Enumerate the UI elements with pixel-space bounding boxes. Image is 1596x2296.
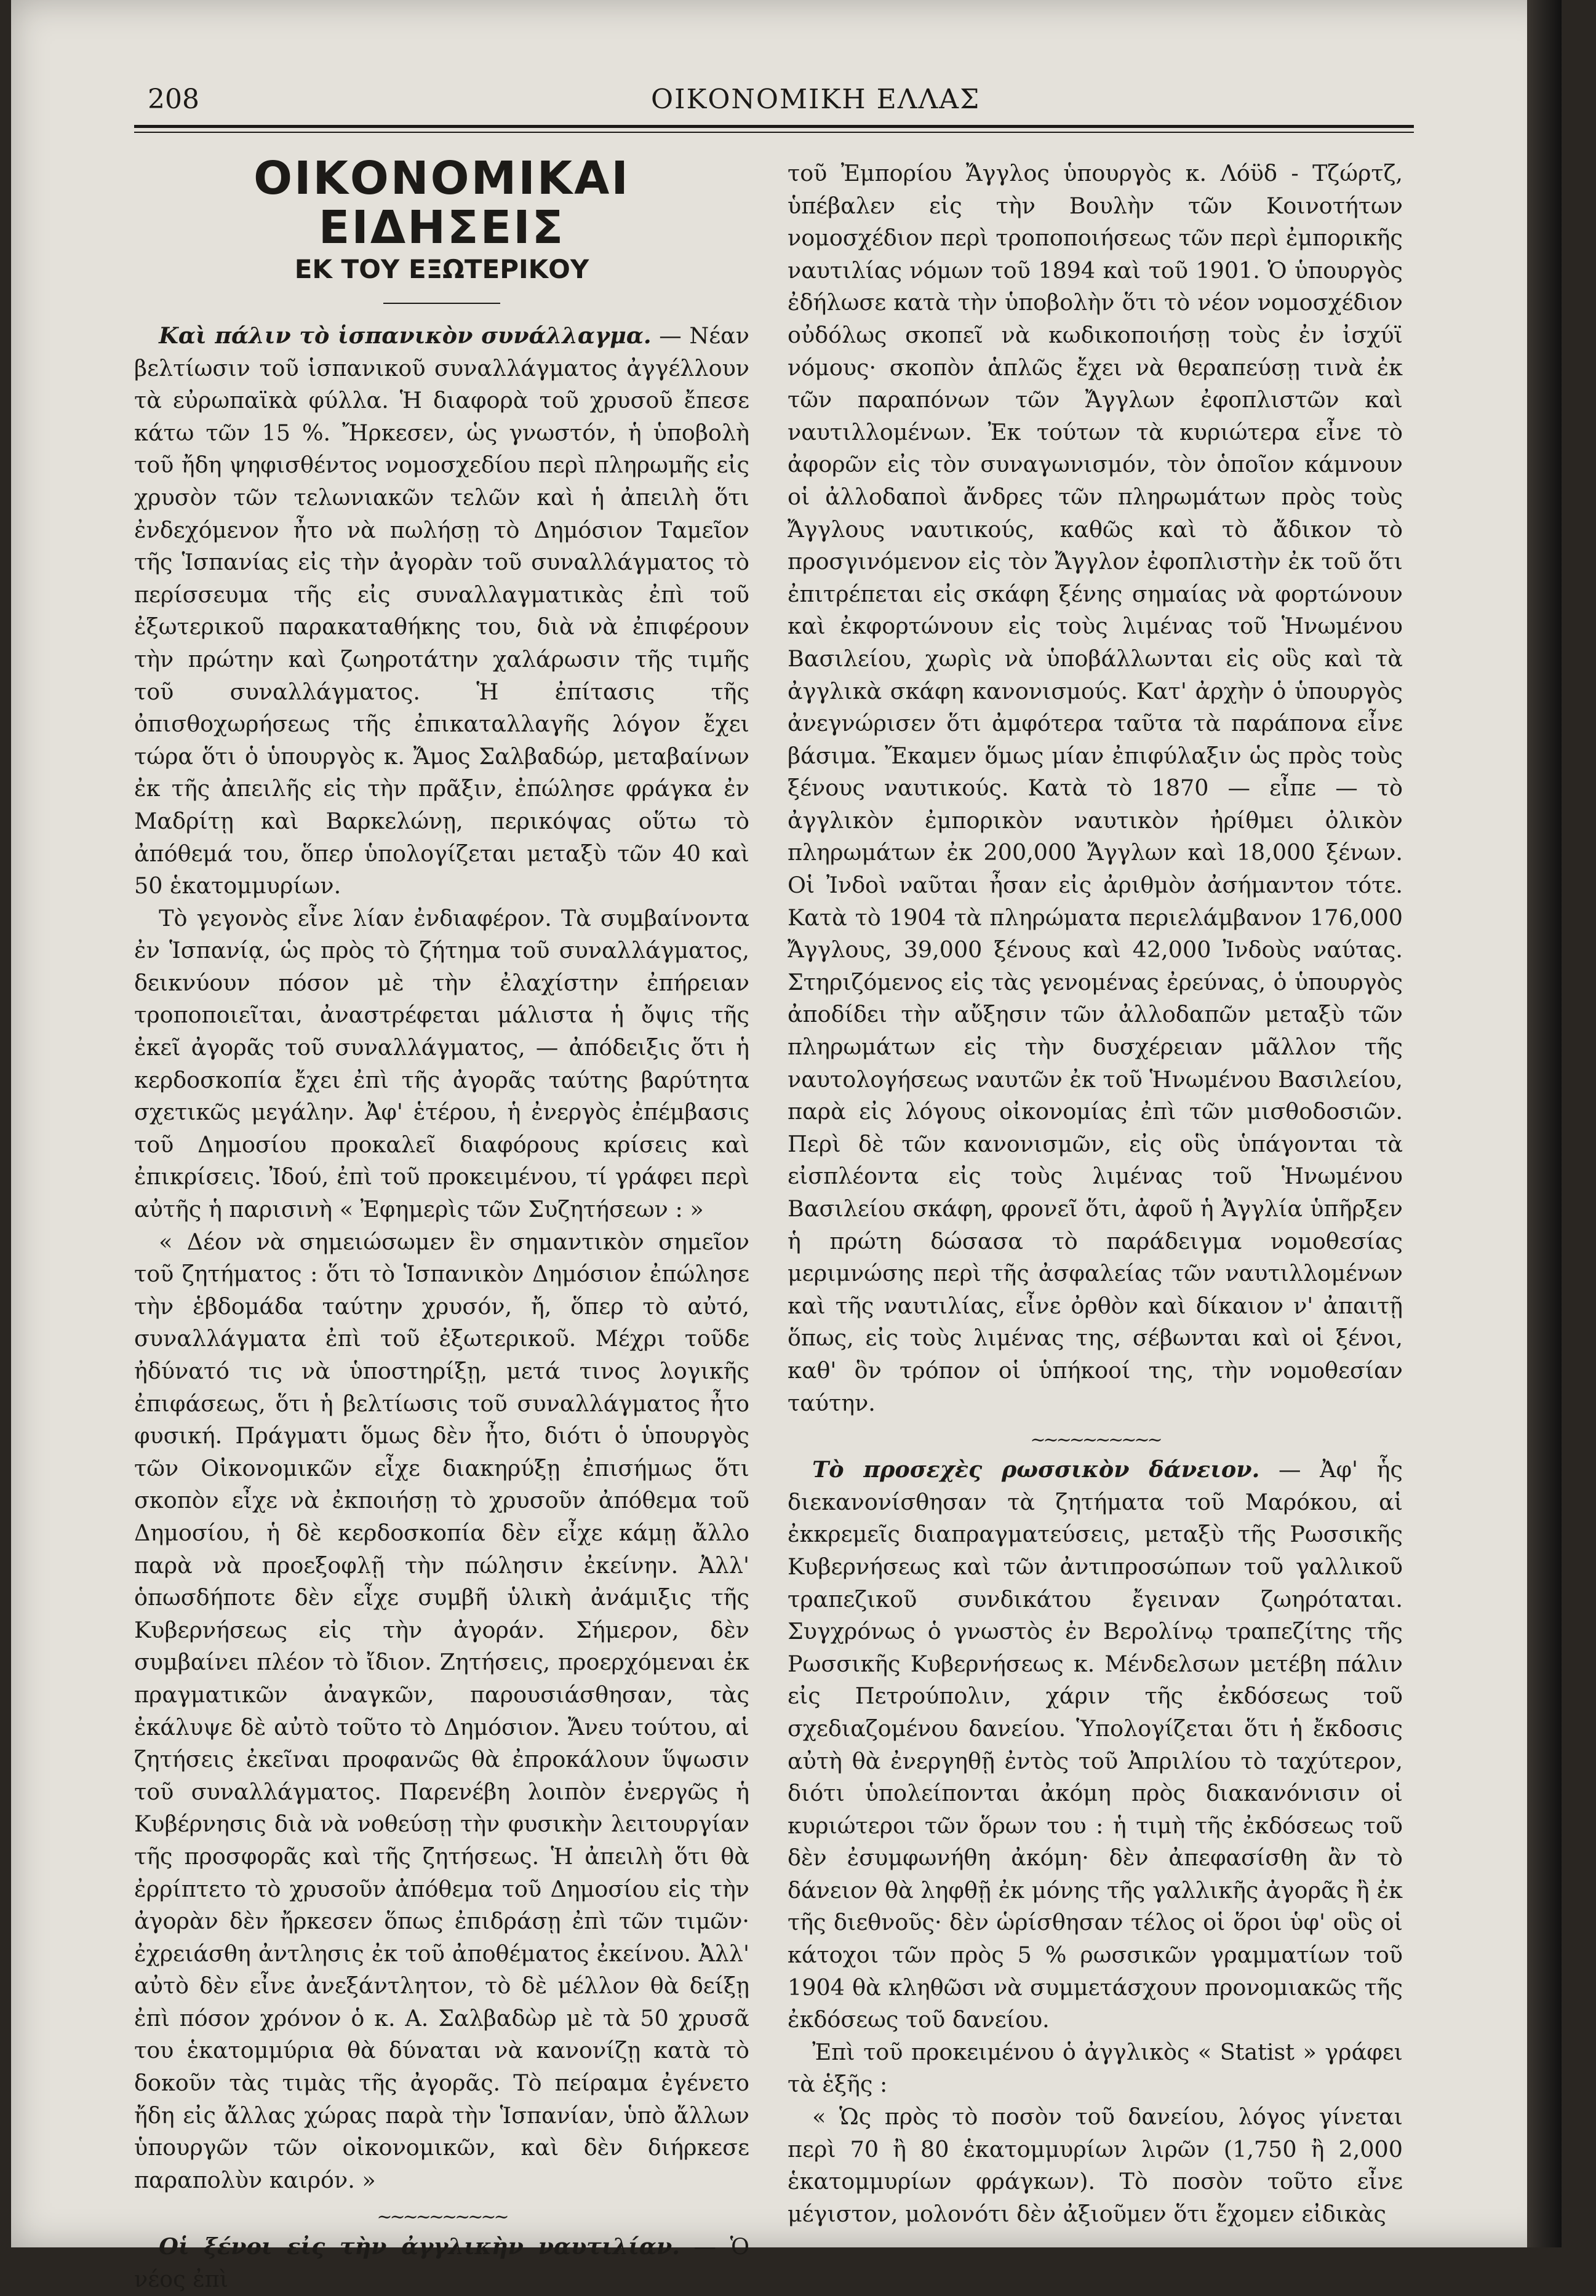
- article-russian-paragraph-1: [788, 1454, 1403, 2036]
- section-subtitle: ΕΚ ΤΟΥ ΕΞΩΤΕΡΙΚΟΥ: [294, 254, 589, 284]
- article-shipping-paragraph-1: [134, 2231, 749, 2295]
- running-head: ΟΙΚΟΝΟΜΙΚΗ ΕΛΛΑΣ: [651, 84, 981, 115]
- article-spanish-paragraph-2: Τὸ γεγονὸς εἶνε λίαν ἐνδιαφέρον. Τὰ συμβαίνοντα ἐν Ἱσπανίᾳ, ὡς πρὸς τὸ ζήτημα τοῦ συναλλάγματος, δεικνύουν πόσον μὲ τὴν ἐλαχίστην ἐπήρειαν τροποποιεῖται, ἀναστρέφεται μάλιστα ἡ ὄψις τῆς ἐκεῖ ἀγορᾶς τοῦ συναλλάγματος, — ἀπόδειξις ὅτι ἡ κερδοσκοπία ἔχει ἐπὶ τῆς ἀγορᾶς ταύτης βαρύτητα σχετικῶς μεγάλην. Ἀφ' ἑτέρου, ἡ ἐνεργὸς ἐπέμβασις τοῦ Δημοσίου προκαλεῖ διαφόρους κρίσεις καὶ ἐπικρίσεις. Ἰδού, ἐπὶ τοῦ προκειμένου, τί γράφει περὶ αὐτῆς ἡ παρισινὴ « Ἐφημερὶς τῶν Συζητήσεων : »: [134, 904, 749, 1223]
- scanned-page: [11, 0, 1562, 2293]
- page-number: 208: [148, 84, 199, 115]
- article-russian-text-1: — Ἀφ' ἧς διεκανονίσθησαν τὰ ζητήματα τοῦ Μαρόκου, αἱ ἐκκρεμεῖς διαπραγματεύσεις, μεταξὺ τῆς Ρωσσικῆς Κυβερνήσεως καὶ τῶν ἀντιπροσώπων τοῦ γαλλικοῦ τραπεζικοῦ συνδικάτου ἔγειναν ζωηρόταται. Συγχρόνως ὁ γνωστὸς ἐν Βερολίνῳ τραπεζίτης τῆς Ρωσσικῆς Κυβερνήσεως κ. Μένδελσων μετέβη πάλιν εἰς Πετρούπολιν, χάριν τῆς ἐκδόσεως τοῦ σχεδιαζομένου δανείου. Ὑπολογίζεται ὅτι ἡ ἔκδοσις αὐτὴ θὰ ἐνεργηθῇ ἐντὸς τοῦ Ἀπριλίου τὸ ταχύτερον, διότι ὑπολείπονται ἀκόμη πρὸς διακανόνισιν οἱ κυριώτεροι τῶν ὅρων του : ἡ τιμὴ τῆς ἐκδόσεως τοῦ δὲν ἐσυμφωνήθη ἀκόμη· δὲν ἀπεφασίσθη ἂν τὸ δάνειον θὰ ληφθῇ ἐκ μόνης τῆς γαλλικῆς ἀγορᾶς ἢ ἐκ τῆς διεθνοῦς· δὲν ὡρίσθησαν τέλος οἱ ὅροι ὑφ' οὓς οἱ κάτοχοι τῶν πρὸς 5 % ρωσσικῶν γραμματίων τοῦ 1904 θὰ κληθῶσι νὰ συμμετάσχουν προνομιακῶς τῆς ἐκδόσεως τοῦ δανείου.: [788, 1456, 1403, 2033]
- article-separator-ornament-2: ~~~~~~~~~~: [1030, 1429, 1160, 1451]
- article-shipping-text-continued: τοῦ Ἐμπορίου Ἄγγλος ὑπουργὸς κ. Λόϋδ - Τζώρτζ, ὑπέβαλεν εἰς τὴν Βουλὴν τῶν Κοινοτήτων νομοσχέδιον περὶ τροποποιήσεως τῶν περὶ ἐμπορικῆς ναυτιλίας νόμων τοῦ 1894 καὶ τοῦ 1901. Ὁ ὑπουργὸς ἐδήλωσε κατὰ τὴν ὑποβολὴν ὅτι τὸ νέον νομοσχέδιον οὐδόλως σκοπεῖ νὰ κωδικοποιήσῃ τοὺς ἐν ἰσχύϊ νόμους· σκοπὸν ἁπλῶς ἔχει νὰ θεραπεύσῃ τινὰ ἐκ τῶν παραπόνων τῶν Ἄγγλων ἐφοπλιστῶν καὶ ναυτιλλομένων. Ἐκ τούτων τὰ κυριώτερα εἶνε τὸ ἀφορῶν εἰς τὸν συναγωνισμόν, τὸν ὁποῖον κάμνουν οἱ ἀλλοδαποὶ ἄνδρες τῶν πληρωμάτων πρὸς τοὺς Ἄγγλους ναυτικούς, καθῶς καὶ τὸ ἄδικον τὸ προσγινόμενον εἰς τὸν Ἄγγλον ἐφοπλιστὴν ἐκ τοῦ ὅτι ἐπιτρέπεται εἰς σκάφη ξένης σημαίας νὰ φορτώνουν καὶ ἐκφορτώνουν εἰς τοὺς λιμένας τοῦ Ἡνωμένου Βασιλείου, χωρὶς νὰ ὑποβάλλωνται εἰς οὓς καὶ τὰ ἀγγλικὰ σκάφη κανονισμούς. Κατ' ἀρχὴν ὁ ὑπουργὸς ἀνεγνώρισεν ὅτι ἀμφότερα ταῦτα τὰ παράπονα εἶνε βάσιμα. Ἔκαμεν ὅμως μίαν ἐπιφύλαξιν ὡς πρὸς τοὺς ξένους ναυτικούς. Κατὰ τὸ 1870 — εἶπε — τὸ ἀγγλικὸν ἐμπορικὸν ναυτικὸν ἠρίθμει ὀλικὸν πληρωμάτων ἐκ 200,000 Ἄγγλων καὶ 18,000 ξένων. Οἱ Ἰνδοὶ ναῦται ἦσαν εἰς ἀριθμὸν ἀσήμαντον τότε. Κατὰ τὸ 1904 τὰ πληρώματα περιελάμβανον 176,000 Ἄγγλους, 39,000 ξένους καὶ 42,000 Ἰνδοὺς ναύτας. Στηριζόμενος εἰς τὰς γενομένας ἐρεύνας, ὁ ὑπουργὸς ἀποδίδει τὴν αὔξησιν τῶν ἀλλοδαπῶν μεταξὺ τῶν πληρωμάτων εἰς τὴν δυσχέρειαν μᾶλλον τῆς ναυτολογήσεως ναυτῶν ἐκ τοῦ Ἡνωμένου Βασιλείου, παρὰ εἰς λόγους οἰκονομίας ἐπὶ τῶν μισθοδοσιῶν. Περὶ δὲ τῶν κανονισμῶν, εἰς οὓς ὑπάγονται τὰ εἰσπλέοντα εἰς τοὺς λιμένας τοῦ Ἡνωμένου Βασιλείου σκάφη, φρονεῖ ὅτι, ἀφοῦ ἡ Ἀγγλία ὑπῆρξεν ἡ πρώτη δώσασα τὸ παράδειγμα νομοθεσίας μεριμνώσης περὶ τῆς ἀσφαλείας τῶν ναυτιλλομένων καὶ τῆς ναυτιλίας, εἶνε ὀρθὸν καὶ δίκαιον ν' ἀπαιτῇ ὅπως, εἰς τοὺς λιμένας της, σέβωνται καὶ οἱ ξένοι, καθ' ὃν τρόπον οἱ ὑπήκοοί της, τὴν νομοθεσίαν ταύτην.: [788, 160, 1403, 1416]
- page-header: [134, 79, 1414, 122]
- article-shipping-text-start: — Ὁ νέος ἐπὶ: [134, 2233, 749, 2293]
- header-rule-thin: [134, 132, 1414, 133]
- article-russian-paragraph-3: « Ὡς πρὸς τὸ ποσὸν τοῦ δανείου, λόγος γίνεται περὶ 70 ἢ 80 ἑκατομμυρίων λιρῶν (1,750 ἢ 2,000 ἑκατομμυρίων φράγκων). Τὸ ποσὸν τοῦτο εἶνε μέγιστον, μολονότι δὲν ἀξιοῦμεν ὅτι ἔχομεν εἰδικὰς: [788, 2103, 1403, 2227]
- book-spine-shadow: [1527, 0, 1562, 2247]
- left-column: [134, 154, 749, 2296]
- article-spanish-text-1: — Νέαν βελτίωσιν τοῦ ἱσπανικοῦ συναλλάγματος ἀγγέλλουν τὰ εὐρωπαϊκὰ φύλλα. Ἡ διαφορὰ τοῦ χρυσοῦ ἔπεσε κάτω τῶν 15 %. Ἤρκεσεν, ὡς γνωστόν, ἡ ὑποβολὴ τοῦ ἤδη ψηφισθέντος νομοσχεδίου περὶ πληρωμῆς εἰς χρυσὸν τῶν τελωνιακῶν τελῶν καὶ ἡ ἀπειλὴ ὅτι ἐνδεχόμενον ἦτο νὰ πωλήσῃ τὸ Δημόσιον Ταμεῖον τῆς Ἱσπανίας εἰς τὴν ἀγορὰν τοῦ συναλλάγματος τὸ περίσσευμα τῆς εἰς συναλλαγματικὰς ἐπὶ τοῦ ἐξωτερικοῦ παρακαταθήκης του, διὰ νὰ ἐπιφέρουν τὴν πρώτην καὶ ζωηροτάτην χαλάρωσιν τῆς τιμῆς τοῦ συναλλάγματος. Ἡ ἐπίτασις τῆς ὀπισθοχωρήσεως τῆς ἐπικαταλλαγῆς λόγον ἔχει τώρα ὅτι ὁ ὑπουργὸς κ. Ἄμος Σαλβαδώρ, μεταβαίνων ἐκ τῆς ἀπειλῆς εἰς τὴν πρᾶξιν, ἐπώλησε φράγκα ἐν Μαδρίτῃ καὶ Βαρκελώνῃ, περικόψας οὕτω τὸ ἀπόθεμά του, ὅπερ ὑπολογίζεται μεταξὺ τῶν 40 καὶ 50 ἑκατομμυρίων.: [134, 322, 749, 899]
- article-russian-paragraph-2: Ἐπὶ τοῦ προκειμένου ὁ ἀγγλικὸς « Statist » γράφει τὰ ἑξῆς :: [788, 2038, 1403, 2098]
- article-russian-headline: Τὸ προσεχὲς ρωσσικὸν δάνειον.: [812, 1456, 1260, 1483]
- article-separator-ornament: ~~~~~~~~~~: [377, 2206, 507, 2228]
- article-spanish-paragraph-3: « Δέον νὰ σημειώσωμεν ἓν σημαντικὸν σημεῖον τοῦ ζητήματος : ὅτι τὸ Ἱσπανικὸν Δημόσιον ἐπώλησε τὴν ἑβδομάδα ταύτην χρυσόν, ἤ, ὅπερ τὸ αὐτό, συναλλάγματα ἐπὶ τοῦ ἐξωτερικοῦ. Μέχρι τοῦδε ἠδύνατό τις νὰ ὑποστηρίξῃ, μετά τινος λογικῆς ἐπιφάσεως, ὅτι ἡ βελτίωσις τοῦ συναλλάγματος ἦτο φυσική. Πράγματι ὅμως δὲν ἦτο, διότι ὁ ὑπουργὸς τῶν Οἰκονομικῶν εἶχε διακηρύξῃ ἐπισήμως ὅτι σκοπὸν εἶχε νὰ ἐκποιήσῃ τὸ χρυσοῦν ἀπόθεμα τοῦ Δημοσίου, ἡ δὲ κερδοσκοπία δὲν εἶχε κάμῃ ἄλλο παρὰ νὰ προεξοφλῇ τὴν πώλησιν ἐκείνην. Ἀλλ' ὁπωσδήποτε δὲν εἶχε συμβῆ ὑλικὴ ἀνάμιξις τῆς Κυβερνήσεως εἰς τὴν ἀγοράν. Σήμερον, δὲν συμβαίνει πλέον τὸ ἴδιον. Ζητήσεις, προερχόμεναι ἐκ πραγματικῶν ἀναγκῶν, παρουσιάσθησαν, τὰς ἐκάλυψε δὲ αὐτὸ τοῦτο τὸ Δημόσιον. Ἄνευ τούτου, αἱ ζητήσεις ἐκεῖναι προφανῶς θὰ ἐπροκάλουν ὕψωσιν τοῦ συναλλάγματος. Παρενέβη λοιπὸν ἐνεργῶς ἡ Κυβέρνησις διὰ νὰ νοθεύσῃ τὴν φυσικὴν λειτουργίαν τῆς προσφορᾶς καὶ τῆς ζητήσεως. Ἡ ἀπειλὴ ὅτι θὰ ἐρρίπτετο τὸ χρυσοῦν ἀπόθεμα τοῦ Δημοσίου εἰς τὴν ἀγορὰν δὲν ἤρκεσεν ὅπως ἐπιδράσῃ ἐπὶ τῶν τιμῶν· ἐχρειάσθη ἀντλησις ἐκ τοῦ ἀποθέματος ἐκείνου. Ἀλλ' αὐτὸ δὲν εἶνε ἀνεξάντλητον, τὸ δὲ μέλλον θὰ δείξῃ ἐπὶ πόσον χρόνον ὁ κ. Α. Σαλβαδὼρ μὲ τὰ 50 χρυσᾶ του ἑκατομμύρια θὰ δύναται νὰ κανονίζῃ κατὰ τὸ δοκοῦν τὰς τιμὰς τῆς ἀγορᾶς. Τὸ πείραμα ἐγένετο ἤδη εἰς ἄλλας χώρας παρὰ τὴν Ἱσπανίαν, ὑπὸ ἄλλων ὑπουργῶν τῶν οἰκονομικῶν, καὶ δὲν διήρκεσε παραπολὺν καιρόν. »: [134, 1228, 749, 2193]
- article-spanish-paragraph-1: [134, 320, 749, 903]
- header-rule-thick: [134, 125, 1414, 128]
- section-title: ΟΙΚΟΝΟΜΙΚΑΙ ΕΙΔΗΣΕΙΣ: [253, 152, 630, 254]
- article-shipping-headline: Οἱ ξένοι εἰς τὴν ἀγγλικὴν ναυτιλίαν.: [159, 2233, 680, 2260]
- title-rule: [383, 303, 500, 304]
- article-spanish-headline: Καὶ πάλιν τὸ ἱσπανικὸν συνάλλαγμα.: [159, 322, 652, 349]
- right-column: [788, 157, 1403, 2230]
